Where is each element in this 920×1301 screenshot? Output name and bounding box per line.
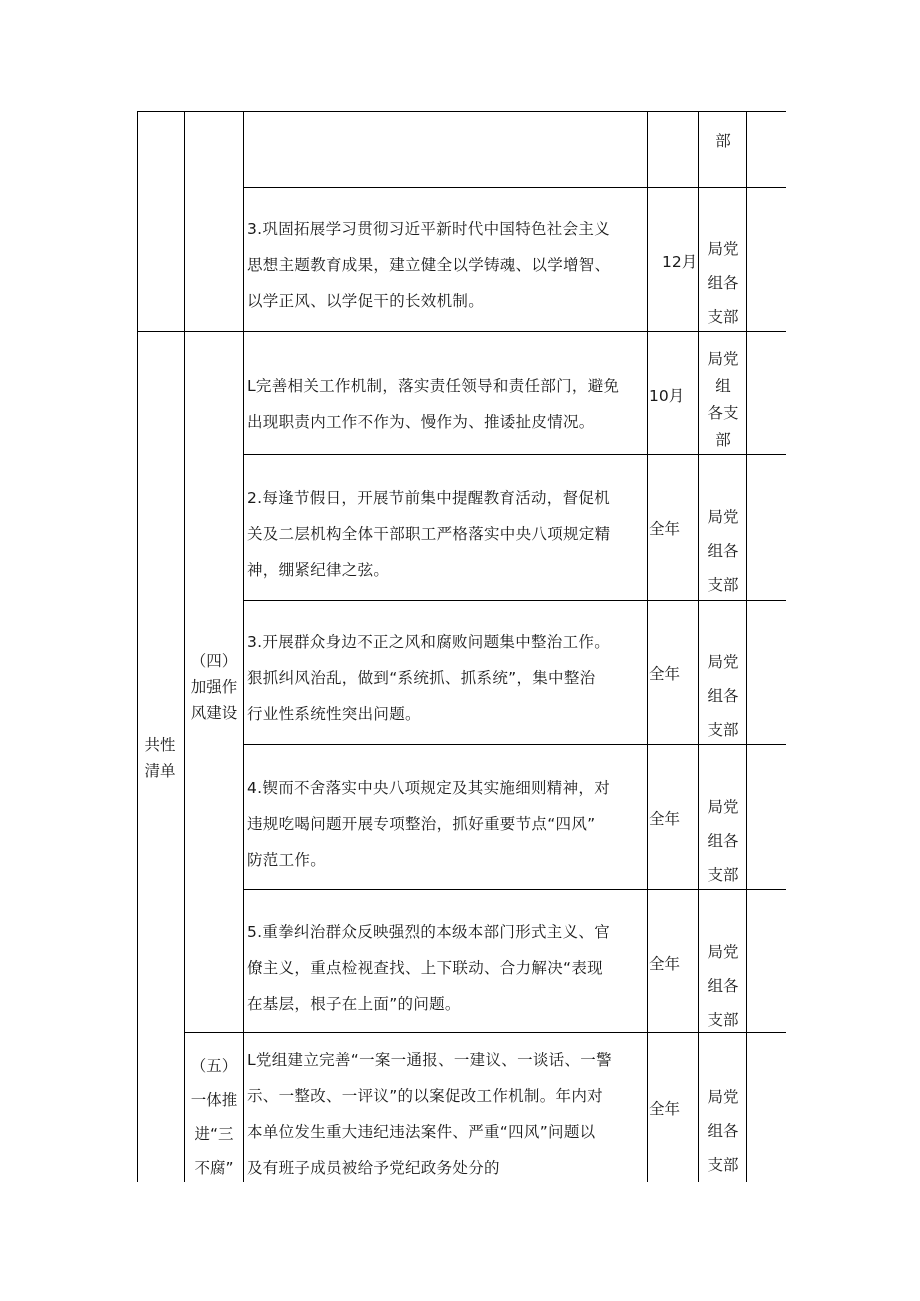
responsible-line: 组各 [707,274,739,292]
task-line: 出现职责内工作不作为、慢作为、推诿扯皮情况。 [247,413,595,431]
task-line: 在基层，根子在上面”的问题。 [247,995,461,1013]
responsible-line: 局党 [707,1088,739,1106]
task-line: 违规吃喝问题开展专项整治，抓好重要节点“四风” [247,815,596,833]
category-line: 清单 [144,762,176,780]
task-line: 4.锲而不舍落实中央八项规定及其实施细则精神，对 [247,779,610,797]
task-line: 3.巩固拓展学习贯彻习近平新时代中国特色社会主义 [247,220,610,238]
task-item [247,624,647,732]
task-line: 以学正风、以学促干的长效机制。 [247,292,485,310]
responsible-line: 局党 [707,798,739,816]
responsible-line: 支部 [707,308,739,326]
deadline: 12月 [662,253,698,271]
responsible-line: 支部 [707,1156,739,1174]
task-item [247,770,647,878]
task-item [247,480,647,588]
responsible-line: 组各 [707,542,739,560]
category-cell [136,732,184,784]
task-line: 思想主题教育成果，建立健全以学铸魂、以学增智、 [247,256,611,274]
task-line: 神，绷紧纪律之弦。 [247,561,390,579]
responsible-line: 支部 [707,866,739,884]
task-line: 狠抓纠风治乱，做到“系统抓、抓系统”，集中整治 [247,669,596,687]
responsible-line: 支部 [707,1011,739,1029]
task-item [247,368,647,440]
responsible-line: 局党 [707,240,739,258]
task-line: 2.每逢节假日，开展节前集中提醒教育活动，督促机 [247,489,610,507]
responsible-line: 各支 [707,404,739,422]
section-line: 进“三 [194,1125,234,1143]
deadline: 全年 [649,955,681,973]
task-item [247,211,647,319]
section-4-cell [185,648,243,726]
responsible-line: 组各 [707,1122,739,1140]
responsible-cell [700,935,746,1037]
responsible-line: 部 [715,431,731,449]
category-line: 共性 [144,736,176,754]
responsible-cell [700,645,746,747]
responsible-line: 局党 [707,653,739,671]
responsible-cell [700,500,746,602]
responsible-cell [700,124,746,158]
task-item [247,914,647,1022]
task-line: 5.重拳纠治群众反映强烈的本级本部门形式主义、官 [247,923,610,941]
responsible-cell [700,232,746,334]
task-line: 僚主义，重点检视查找、上下联动、合力解决“表现 [247,959,603,977]
responsible-line: 支部 [707,721,739,739]
deadline: 全年 [649,520,681,538]
task-line: 本单位发生重大违纪违法案件、严重“四风”问题以 [247,1123,596,1141]
task-item [247,1042,647,1186]
task-line: 及有班子成员被给予党纪政务处分的 [247,1159,500,1177]
responsible-cell [700,1080,746,1182]
section-line: （四） [190,652,238,670]
responsible-cell [700,346,746,454]
task-line: 3.开展群众身边不正之风和腐败问题集中整治工作。 [247,633,610,651]
task-line: 行业性系统性突出问题。 [247,705,421,723]
section-5-cell [185,1049,243,1185]
responsible-line: 部 [715,132,731,150]
task-line: 防范工作。 [247,851,327,869]
responsible-line: 支部 [707,576,739,594]
deadline: 10月 [649,387,685,405]
responsible-line: 局党 [707,508,739,526]
deadline: 全年 [649,810,681,828]
responsible-line: 组各 [707,832,739,850]
task-line: L完善相关工作机制，落实责任领导和责任部门，避免 [247,377,620,395]
responsible-line: 组各 [707,687,739,705]
deadline: 全年 [649,665,681,683]
section-line: 不腐” [194,1159,234,1177]
responsible-line: 局党 [707,943,739,961]
task-line: 示、一整改、一评议”的以案促改工作机制。年内对 [247,1087,603,1105]
responsible-line: 组各 [707,977,739,995]
responsible-line: 组 [715,377,731,395]
deadline: 全年 [649,1100,681,1118]
responsible-cell [700,790,746,892]
responsible-line: 局党 [707,350,739,368]
section-line: 一体推 [190,1091,238,1109]
section-line: 风建设 [190,704,238,722]
task-line: 关及二层机构全体干部职工严格落实中央八项规定精 [247,525,611,543]
section-line: 加强作 [190,678,238,696]
section-line: （五） [190,1057,238,1075]
task-line: L党组建立完善“一案一通报、一建议、一谈话、一警 [247,1051,612,1069]
